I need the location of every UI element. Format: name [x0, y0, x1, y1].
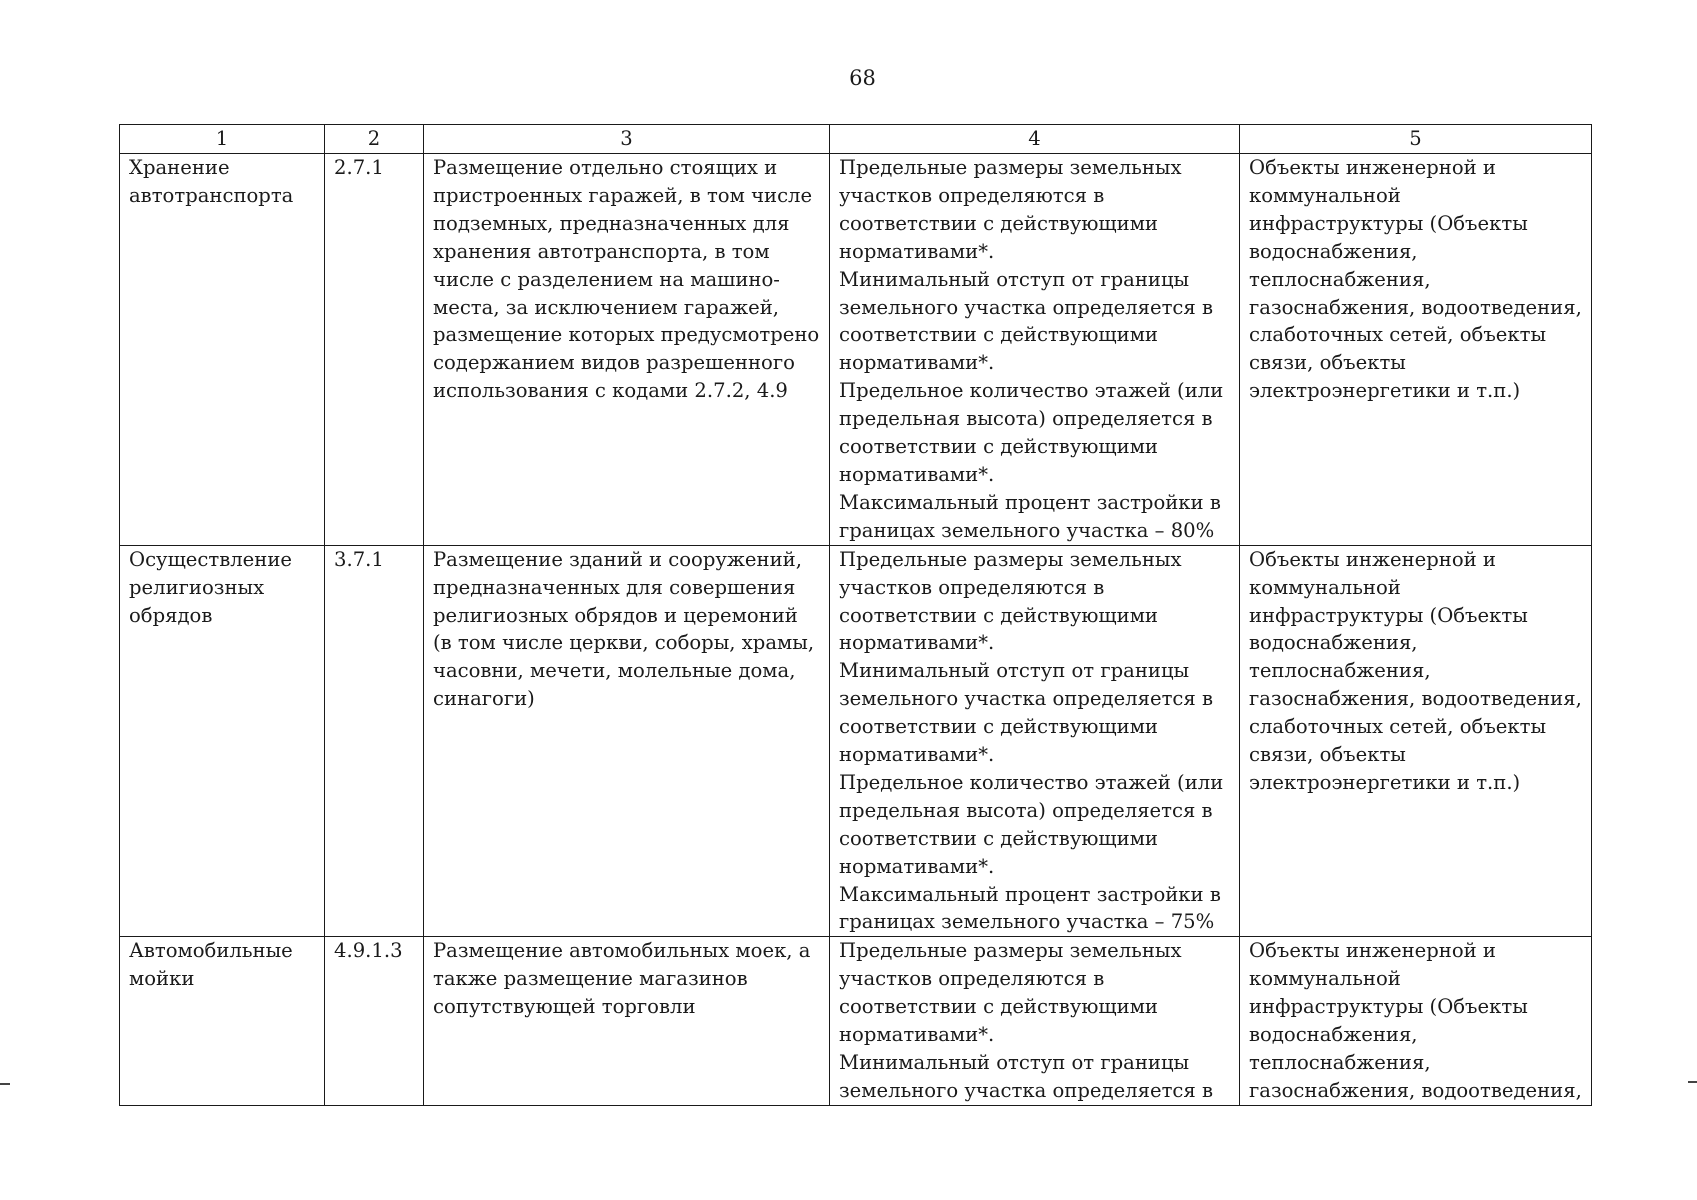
scan-edge-mark-left	[0, 1083, 10, 1085]
use-parameters-cell	[830, 937, 1240, 1106]
use-code: 2.7.1	[334, 156, 384, 179]
auxiliary-uses-cell	[1240, 937, 1592, 1106]
use-description: Размещение зданий и сооружений, предназначенных для совершения религиозных обрядов и церемоний (в том числе церкви, соборы, храмы, часовни, мечети, молельные дома, синагоги)	[433, 547, 815, 711]
use-parameters: Предельные размеры земельных участков определяются в соответствии с действующими нормативами*. Минимальный отступ от границы земельного участка определяется в соответствии с действующими нормативами*. Предельное количество этажей (или предельная высота) определяется в соответствии с действующими нормативами*. Максимальный процент застройки в границах земельного участка – 80%	[839, 156, 1224, 542]
use-code-cell	[325, 545, 424, 937]
use-description: Размещение автомобильных моек, а также размещение магазинов сопутствующей торговли	[433, 939, 811, 1019]
use-parameters-cell	[830, 154, 1240, 546]
use-code-cell	[325, 937, 424, 1106]
land-use-table	[119, 124, 1592, 1106]
column-header-3: 3	[424, 125, 830, 154]
auxiliary-uses: Объекты инженерной и коммунальной инфраструктуры (Объекты водоснабжения, теплоснабжения, газоснабжения, водоотведения, слаботочных сетей, объекты связи, объекты электроэнергетики и т.п.)	[1249, 156, 1582, 403]
page-number: 68	[849, 66, 876, 90]
use-parameters: Предельные размеры земельных участков определяются в соответствии с действующими нормативами*. Минимальный отступ от границы земельного участка определяется в	[839, 939, 1214, 1102]
use-name: Хранение автотранспорта	[129, 156, 294, 207]
use-code: 3.7.1	[334, 547, 384, 571]
use-code: 4.9.1.3	[334, 939, 403, 963]
use-name: Автомобильные мойки	[129, 939, 293, 991]
use-name-cell	[120, 937, 325, 1106]
auxiliary-uses-cell	[1240, 545, 1592, 937]
column-header-5: 5	[1240, 125, 1592, 154]
use-name-cell	[120, 154, 325, 546]
use-description-cell	[424, 154, 830, 546]
auxiliary-uses-cell	[1240, 154, 1592, 546]
use-description-cell	[424, 937, 830, 1106]
scan-edge-mark-right	[1688, 1081, 1697, 1083]
use-parameters-cell	[830, 545, 1240, 937]
table-row	[120, 545, 1592, 937]
use-name: Осуществление религиозных обрядов	[129, 547, 292, 627]
column-header-4: 4	[830, 125, 1240, 154]
use-description-cell	[424, 545, 830, 937]
column-header-2: 2	[325, 125, 424, 154]
table-row	[120, 937, 1592, 1106]
use-code-cell	[325, 154, 424, 546]
use-name-cell	[120, 545, 325, 937]
table-header-row	[120, 125, 1592, 154]
auxiliary-uses: Объекты инженерной и коммунальной инфраструктуры (Объекты водоснабжения, теплоснабжения, газоснабжения, водоотведения,	[1249, 939, 1582, 1102]
auxiliary-uses: Объекты инженерной и коммунальной инфраструктуры (Объекты водоснабжения, теплоснабжения, газоснабжения, водоотведения, слаботочных сетей, объекты связи, объекты электроэнергетики и т.п.)	[1249, 547, 1582, 794]
use-parameters: Предельные размеры земельных участков определяются в соответствии с действующими нормативами*. Минимальный отступ от границы земельного участка определяется в соответствии с действующими нормативами*. Предельное количество этажей (или предельная высота) определяется в соответствии с действующими нормативами*. Максимальный процент застройки в границах земельного участка – 75%	[839, 547, 1224, 934]
column-header-1: 1	[120, 125, 325, 154]
use-description: Размещение отдельно стоящих и пристроенных гаражей, в том числе подземных, предназначенных для хранения автотранспорта, в том числе с разделением на машино- места, за исключением гаражей, размещение которых предусмотрено содержанием видов разрешенного использования с кодами 2.7.2, 4.9	[433, 156, 820, 403]
table-row	[120, 154, 1592, 546]
